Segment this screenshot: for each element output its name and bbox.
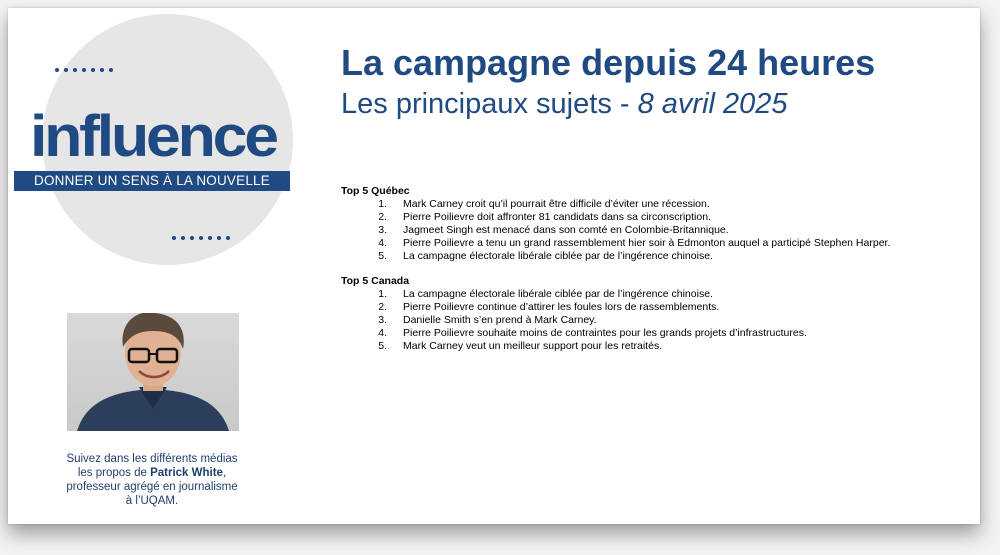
- section-title: Top 5 Québec: [341, 185, 410, 197]
- author-name: Patrick White: [150, 467, 223, 479]
- author-caption: Suivez dans les différents médias les propos de Patrick White, professeur agrégé en journalisme à l’UQAM.: [66, 453, 238, 507]
- portrait-illustration: [67, 313, 239, 431]
- page-subtitle: Les principaux sujets - 8 avril 2025: [341, 88, 788, 120]
- portrait-photo: [67, 313, 239, 431]
- list-item: 2. Pierre Poilievre doit affronter 81 candidats dans sa circonscription.: [378, 211, 711, 223]
- list-item: 2. Pierre Poilievre continue d’attirer les foules lors de rassemblements.: [378, 301, 720, 313]
- list-item: 3. Danielle Smith s’en prend à Mark Carney.: [378, 314, 597, 326]
- logo-tagline: DONNER UN SENS À LA NOUVELLE: [14, 171, 290, 191]
- subtitle-date: 8 avril 2025: [637, 88, 788, 120]
- section-quebec: [341, 185, 981, 263]
- list-item: 1. Mark Carney croit qu’il pourrait être difficile d’éviter une récession.: [378, 198, 710, 210]
- list-item: 4. Pierre Poilievre souhaite moins de contraintes pour les grands projets d’infrastructures.: [378, 327, 807, 339]
- list-item: 1. La campagne électorale libérale ciblée par de l’ingérence chinoise.: [378, 288, 713, 300]
- list-item: 5. La campagne électorale libérale ciblée par de l’ingérence chinoise.: [378, 250, 713, 262]
- logo-dots-top: [55, 68, 113, 72]
- influence-logo: influence: [30, 104, 276, 169]
- list-item: 5. Mark Carney veut un meilleur support pour les retraités.: [378, 340, 663, 352]
- list-item: 3. Jagmeet Singh est menacé dans son comté en Colombie-Britannique.: [378, 224, 729, 236]
- section-canada: [341, 275, 981, 353]
- topic-lists: [341, 185, 981, 353]
- logo-dots-bottom: [172, 236, 230, 240]
- page-title: La campagne depuis 24 heures: [341, 42, 876, 83]
- list-item: 4. Pierre Poilievre a tenu un grand rassemblement hier soir à Edmonton auquel a participé Stephen Harper.: [378, 237, 891, 249]
- section-title: Top 5 Canada: [341, 275, 410, 287]
